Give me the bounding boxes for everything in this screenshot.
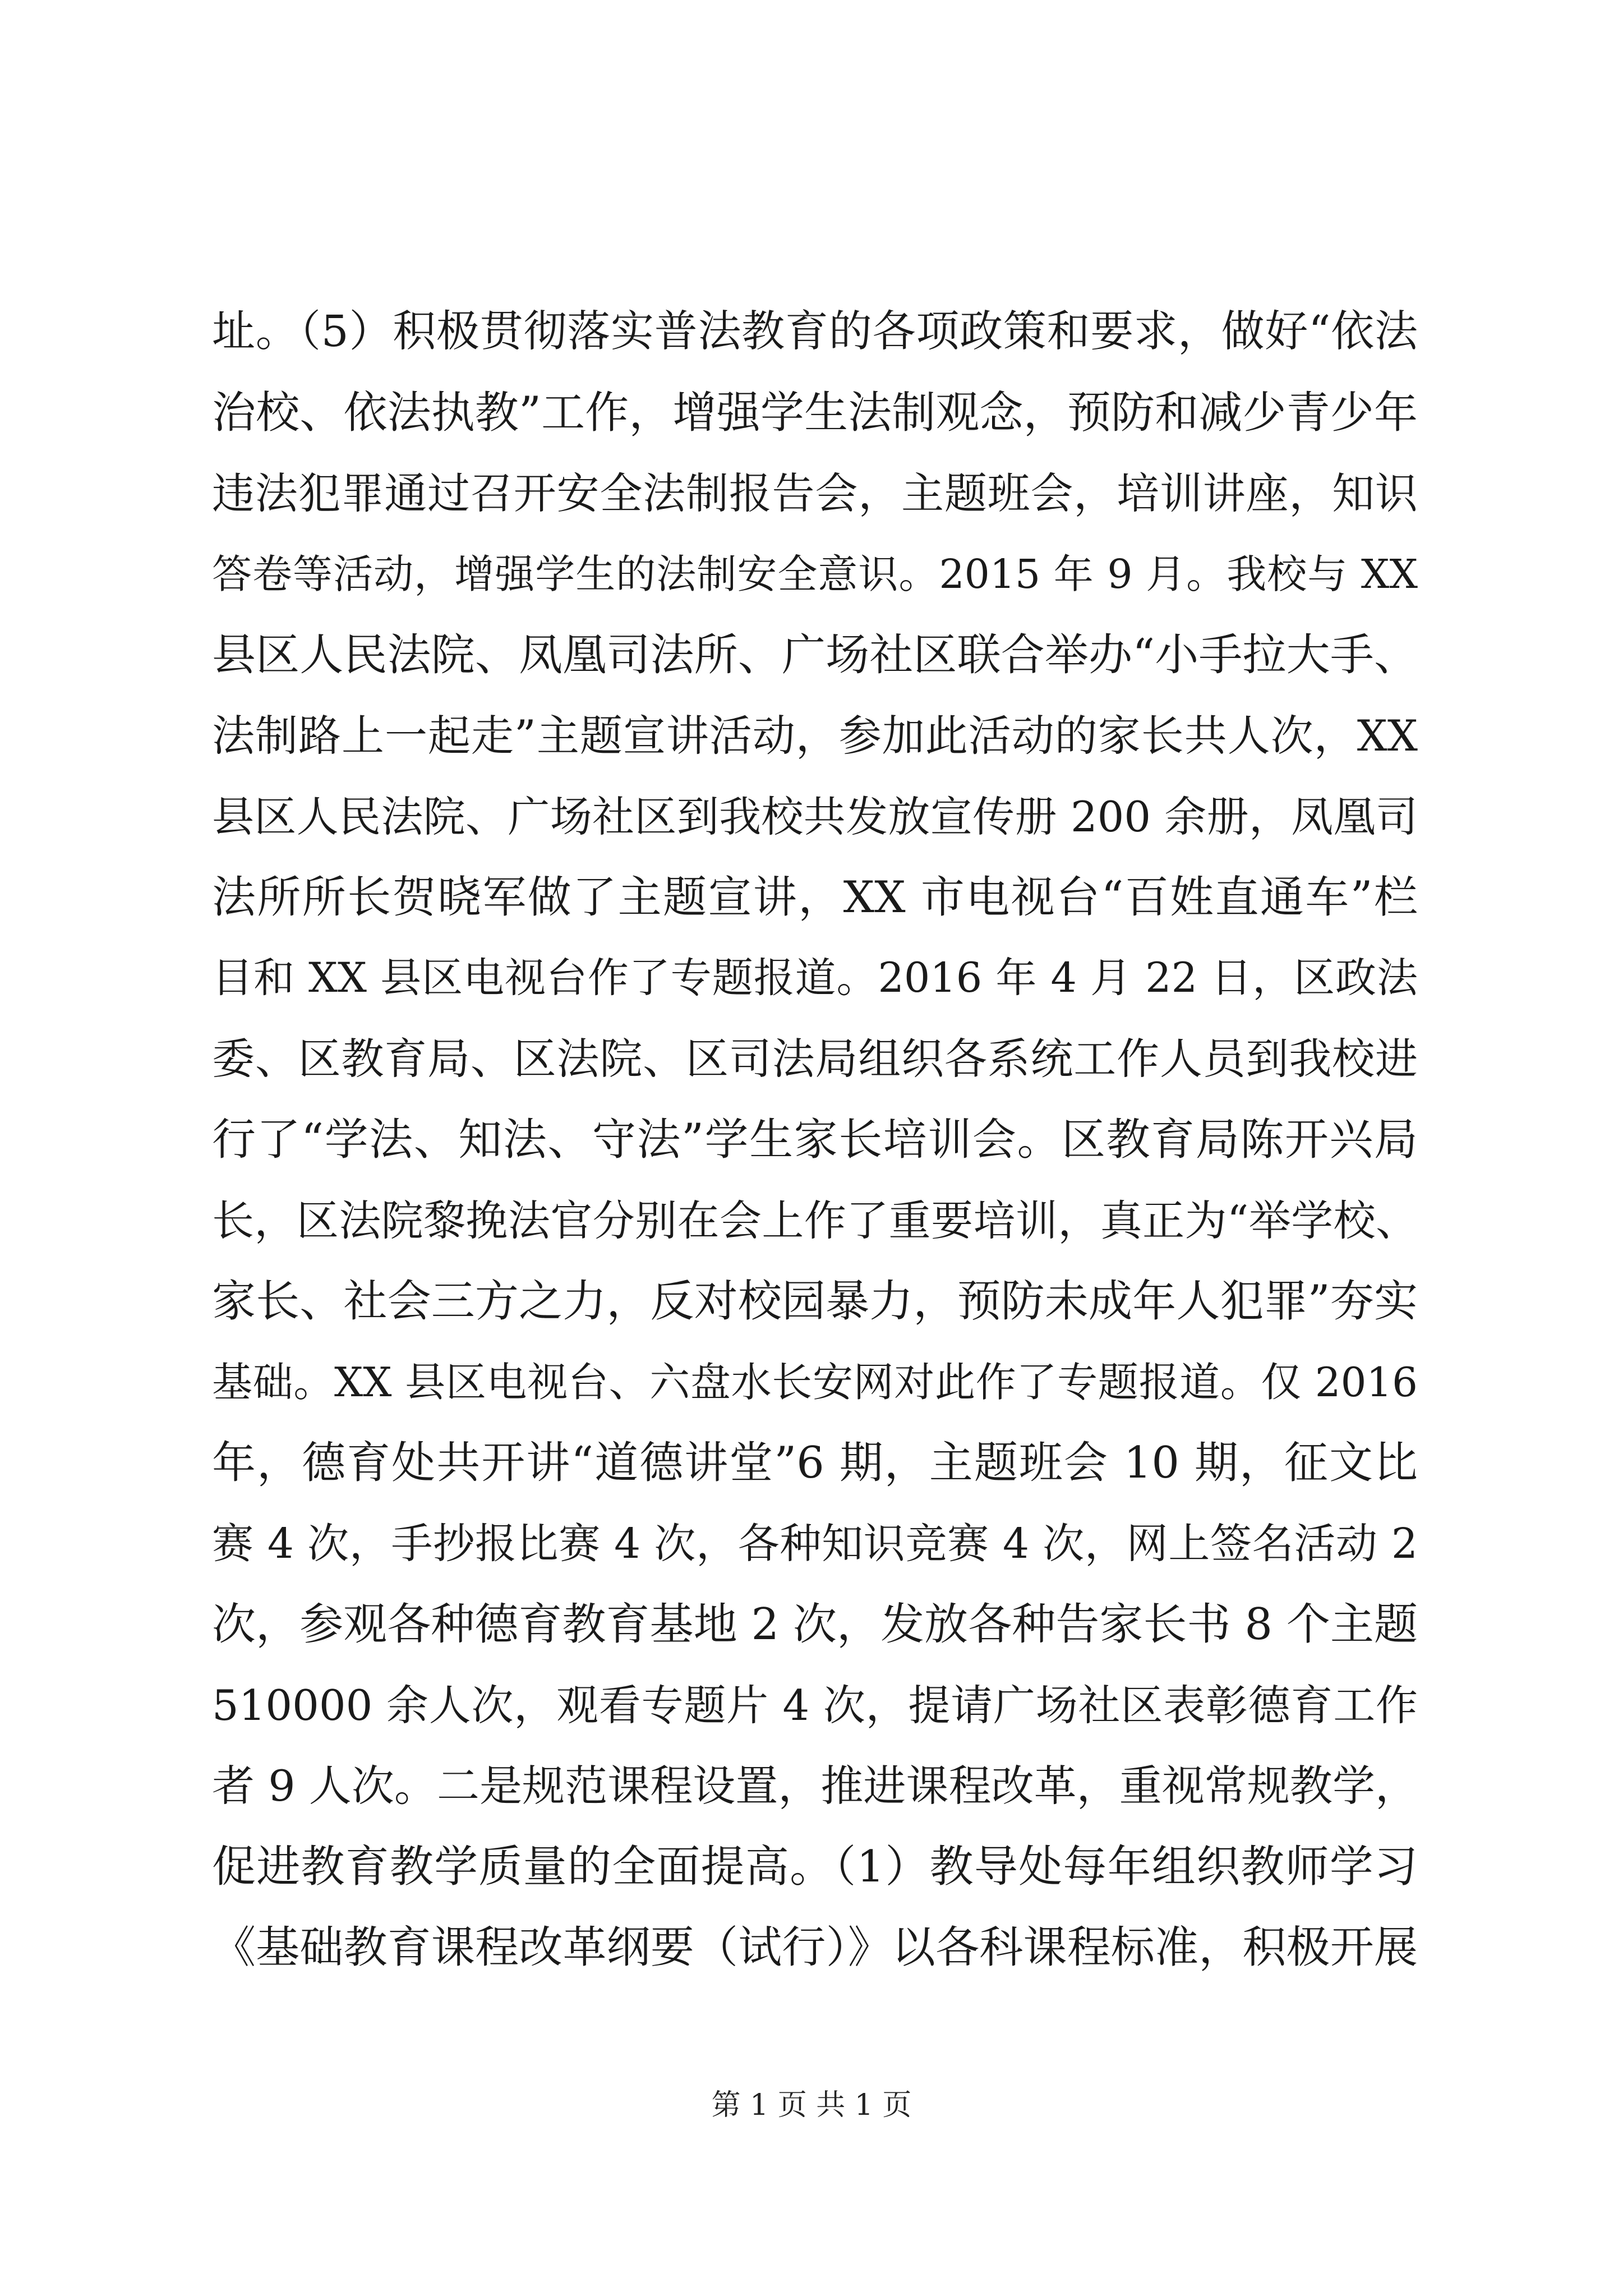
- text-line: 促进教育教学质量的全面提高。（1）教导处每年组织教师学习: [212, 1842, 1418, 1892]
- text-line: 次，参观各种德育教育基地 2 次，发放各种告家长书 8 个主题: [212, 1599, 1418, 1650]
- text-line: 委、区教育局、区法院、区司法局组织各系统工作人员到我校进: [212, 1034, 1418, 1084]
- text-line: 址。（5）积极贯彻落实普法教育的各项政策和要求，做好“依法: [212, 307, 1418, 357]
- text-line: 答卷等活动，增强学生的法制安全意识。2015 年 9 月。我校与 XX: [212, 551, 1418, 597]
- text-line: 基础。XX 县区电视台、六盘水长安网对此作了专题报道。仅 2016: [212, 1359, 1418, 1406]
- text-line: 家长、社会三方之力，反对校园暴力，预防未成年人犯罪”夯实: [212, 1276, 1418, 1327]
- page-footer: [0, 2086, 1623, 2125]
- text-line: 县区人民法院、广场社区到我校共发放宣传册 200 余册，凤凰司: [212, 792, 1418, 841]
- text-line: 510000 余人次，观看专题片 4 次，提请广场社区表彰德育工作: [212, 1681, 1418, 1730]
- text-line: 年，德育处共开讲“道德讲堂”6 期，主题班会 10 期，征文比: [212, 1438, 1418, 1488]
- text-line: 治校、依法执教”工作，增强学生法制观念，预防和减少青少年: [212, 388, 1418, 438]
- page-number: 第 1 页 共 1 页: [711, 2088, 912, 2122]
- text-line: 行了“学法、知法、守法”学生家长培训会。区教育局陈开兴局: [212, 1115, 1418, 1165]
- text-line: 违法犯罪通过召开安全法制报告会，主题班会，培训讲座，知识: [212, 468, 1418, 518]
- text-line: 法制路上一起走”主题宣讲活动，参加此活动的家长共人次，XX: [212, 711, 1418, 761]
- text-line: 法所所长贺晓军做了主题宣讲，XX 市电视台“百姓直通车”栏: [212, 872, 1418, 923]
- text-line: 《基础教育课程改革纲要（试行）》以各科课程标准，积极开展: [212, 1922, 1418, 1973]
- text-line: 赛 4 次，手抄报比赛 4 次，各种知识竞赛 4 次，网上签名活动 2: [212, 1520, 1418, 1568]
- text-line: 县区人民法院、凤凰司法所、广场社区联合举办“小手拉大手、: [212, 630, 1418, 680]
- body-text: [212, 292, 1418, 1988]
- text-line: 者 9 人次。二是规范课程设置，推进课程改革，重视常规教学，: [212, 1761, 1418, 1811]
- text-line: 长，区法院黎挽法官分别在会上作了重要培训，真正为“举学校、: [212, 1196, 1418, 1245]
- text-line: 目和 XX 县区电视台作了专题报道。2016 年 4 月 22 日，区政法: [212, 954, 1418, 1002]
